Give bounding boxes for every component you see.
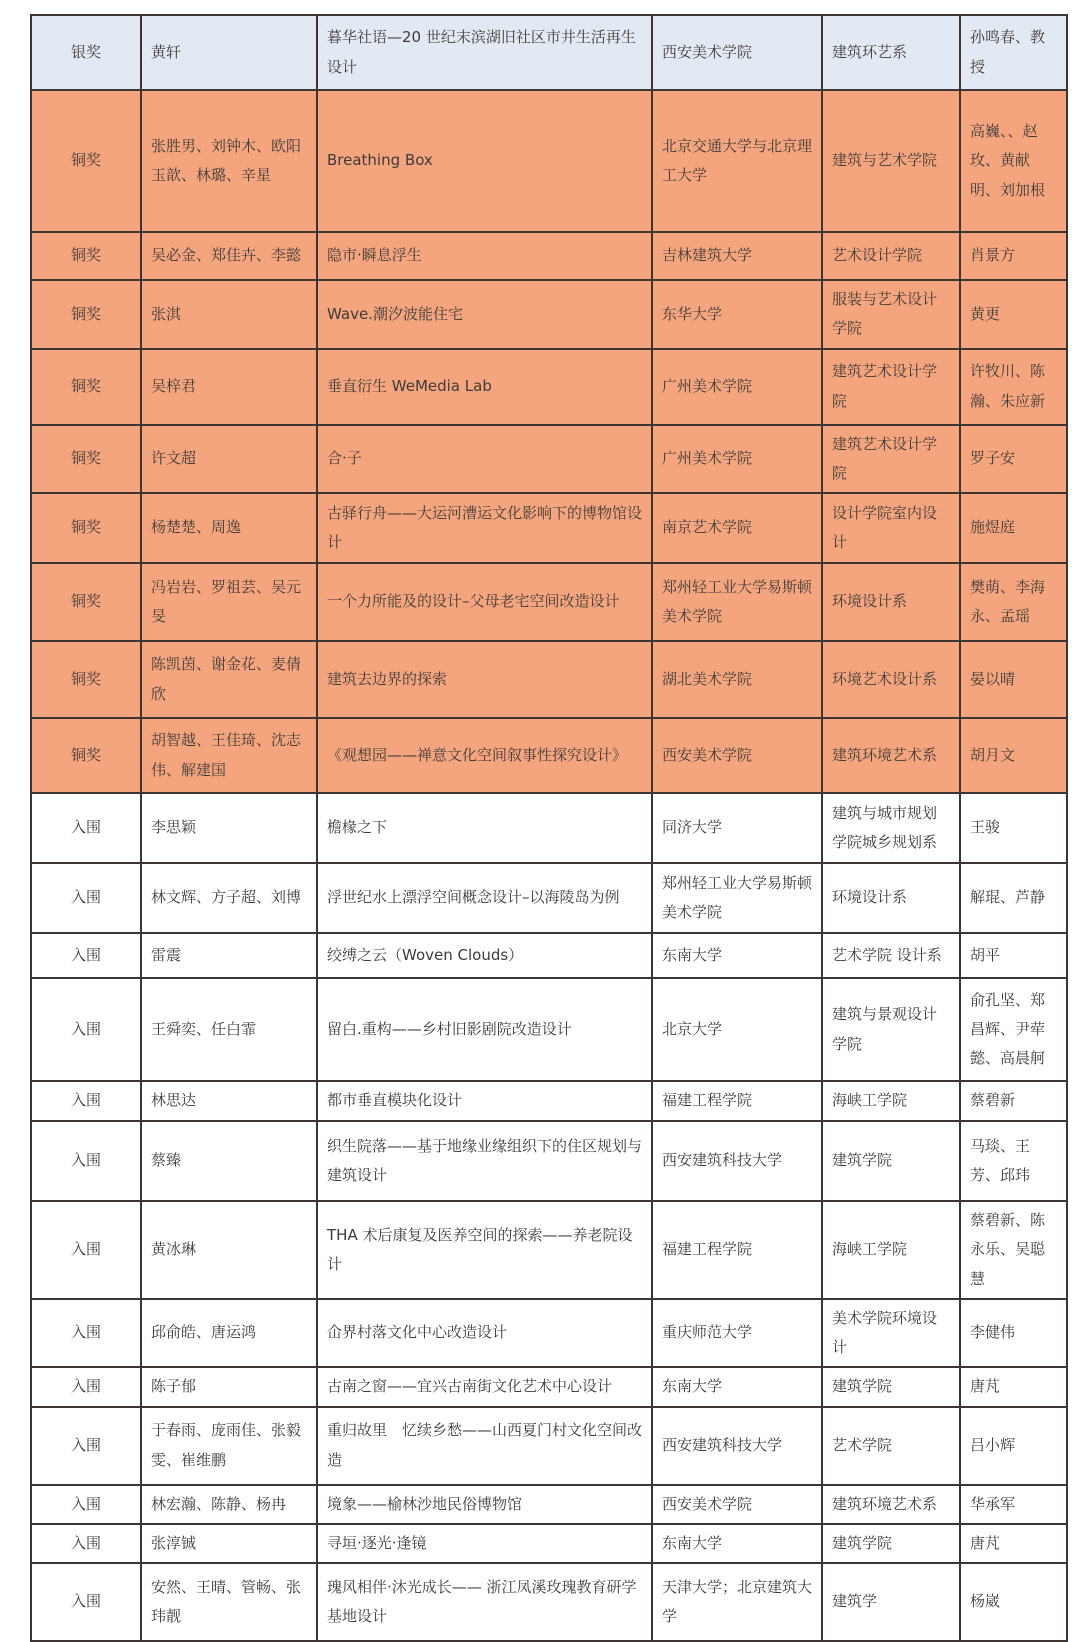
cell-award: 入围 [31,978,141,1081]
cell-names: 于春雨、庞雨佳、张毅雯、崔维鹏 [141,1407,317,1485]
cell-department: 建筑环境艺术系 [822,1485,960,1524]
cell-project: Wave.潮汐波能住宅 [317,280,652,349]
cell-university: 西安美术学院 [652,1485,822,1524]
cell-university: 同济大学 [652,793,822,863]
cell-names: 黄轩 [141,15,317,90]
cell-names: 吴必金、郑佳卉、李懿 [141,232,317,280]
cell-names: 许文超 [141,425,317,494]
cell-award: 铜奖 [31,563,141,641]
cell-award: 铜奖 [31,641,141,718]
cell-names: 冯岩岩、罗祖芸、吴元旻 [141,563,317,641]
table-row [31,1485,1067,1524]
cell-project: 垂直衍生 WeMedia Lab [317,349,652,425]
cell-project: 仚界村落文化中心改造设计 [317,1299,652,1368]
cell-university: 广州美术学院 [652,425,822,494]
cell-project: 织生院落——基于地缘业缘组织下的住区规划与建筑设计 [317,1121,652,1201]
cell-project: 浮世纪水上漂浮空间概念设计–以海陵岛为例 [317,863,652,933]
awards-table [30,14,1068,1642]
cell-award: 铜奖 [31,349,141,425]
cell-project: 瑰风相伴·沐光成长—— 浙江凤溪玫瑰教育研学基地设计 [317,1563,652,1641]
table-row [31,1563,1067,1641]
cell-project: Breathing Box [317,90,652,232]
cell-project: 境象——榆林沙地民俗博物馆 [317,1485,652,1524]
cell-university: 郑州轻工业大学易斯顿美术学院 [652,563,822,641]
table-row [31,563,1067,641]
cell-department: 艺术设计学院 [822,232,960,280]
cell-award: 入围 [31,793,141,863]
table-row [31,1407,1067,1485]
cell-project: 建筑去边界的探索 [317,641,652,718]
cell-department: 艺术学院 [822,1407,960,1485]
cell-names: 林思达 [141,1081,317,1121]
cell-advisors: 蔡碧新、陈永乐、吴聪慧 [960,1201,1067,1299]
cell-advisors: 樊萌、李海永、孟瑶 [960,563,1067,641]
cell-university: 北京大学 [652,978,822,1081]
cell-names: 陈子郁 [141,1367,317,1406]
awards-list-page [0,14,1080,1625]
cell-project: 古驿行舟——大运河漕运文化影响下的博物馆设计 [317,493,652,563]
cell-university: 福建工程学院 [652,1081,822,1121]
cell-department: 环境设计系 [822,563,960,641]
cell-university: 湖北美术学院 [652,641,822,718]
cell-names: 陈凯茵、谢金花、麦倩欣 [141,641,317,718]
cell-university: 西安建筑科技大学 [652,1121,822,1201]
cell-project: 暮华社语—20 世纪末滨湖旧社区市井生活再生设计 [317,15,652,90]
cell-advisors: 蔡碧新 [960,1081,1067,1121]
cell-award: 入围 [31,1407,141,1485]
cell-advisors: 许牧川、陈瀚、朱应新 [960,349,1067,425]
table-row [31,425,1067,494]
table-row [31,1299,1067,1368]
cell-award: 入围 [31,1524,141,1563]
cell-names: 林宏瀚、陈静、杨冉 [141,1485,317,1524]
cell-names: 黄冰琳 [141,1201,317,1299]
cell-award: 入围 [31,1563,141,1641]
cell-advisors: 王骏 [960,793,1067,863]
cell-university: 北京交通大学与北京理工大学 [652,90,822,232]
table-row [31,15,1067,90]
cell-award: 入围 [31,1367,141,1406]
table-row [31,718,1067,793]
table-row [31,978,1067,1081]
table-row [31,1201,1067,1299]
cell-award: 入围 [31,863,141,933]
cell-project: THA 术后康复及医养空间的探索——养老院设计 [317,1201,652,1299]
cell-names: 蔡臻 [141,1121,317,1201]
cell-names: 李思颖 [141,793,317,863]
cell-department: 设计学院室内设计 [822,493,960,563]
cell-award: 铜奖 [31,718,141,793]
table-row [31,933,1067,978]
cell-department: 建筑环艺系 [822,15,960,90]
cell-department: 建筑学院 [822,1121,960,1201]
cell-department: 美术学院环境设计 [822,1299,960,1368]
cell-advisors: 胡月文 [960,718,1067,793]
awards-table-body [31,15,1067,1641]
cell-award: 银奖 [31,15,141,90]
table-row [31,641,1067,718]
cell-award: 入围 [31,1081,141,1121]
table-row [31,1524,1067,1563]
cell-university: 西安美术学院 [652,15,822,90]
cell-names: 张淇 [141,280,317,349]
cell-university: 天津大学；北京建筑大学 [652,1563,822,1641]
table-row [31,863,1067,933]
cell-names: 雷震 [141,933,317,978]
cell-project: 绞缚之云（Woven Clouds） [317,933,652,978]
cell-advisors: 黄更 [960,280,1067,349]
cell-university: 西安建筑科技大学 [652,1407,822,1485]
cell-department: 建筑学 [822,1563,960,1641]
table-row [31,349,1067,425]
table-row [31,1121,1067,1201]
cell-university: 东华大学 [652,280,822,349]
cell-names: 杨楚楚、周逸 [141,493,317,563]
cell-department: 建筑艺术设计学院 [822,425,960,494]
cell-advisors: 晏以晴 [960,641,1067,718]
cell-award: 铜奖 [31,425,141,494]
cell-department: 建筑与城市规划学院城乡规划系 [822,793,960,863]
cell-project: 一个力所能及的设计–父母老宅空间改造设计 [317,563,652,641]
table-row [31,90,1067,232]
cell-department: 海峡工学院 [822,1081,960,1121]
cell-advisors: 孙鸣春、教授 [960,15,1067,90]
cell-advisors: 高巍、、赵玫、黄献明、刘加根 [960,90,1067,232]
cell-project: 《观想园——禅意文化空间叙事性探究设计》 [317,718,652,793]
cell-award: 入围 [31,933,141,978]
cell-project: 寻垣·逐光·逢镜 [317,1524,652,1563]
cell-university: 东南大学 [652,933,822,978]
cell-advisors: 解琨、芦静 [960,863,1067,933]
cell-department: 建筑艺术设计学院 [822,349,960,425]
cell-advisors: 俞孔坚、郑昌辉、尹荦懿、高晨舸 [960,978,1067,1081]
cell-advisors: 吕小辉 [960,1407,1067,1485]
cell-project: 合·子 [317,425,652,494]
cell-university: 东南大学 [652,1367,822,1406]
cell-names: 安然、王晴、管畅、张玮靓 [141,1563,317,1641]
cell-project: 都市垂直模块化设计 [317,1081,652,1121]
cell-department: 环境设计系 [822,863,960,933]
cell-university: 西安美术学院 [652,718,822,793]
cell-project: 留白.重构——乡村旧影剧院改造设计 [317,978,652,1081]
table-row [31,1367,1067,1406]
cell-university: 福建工程学院 [652,1201,822,1299]
cell-advisors: 肖景方 [960,232,1067,280]
cell-award: 入围 [31,1121,141,1201]
cell-university: 郑州轻工业大学易斯顿美术学院 [652,863,822,933]
cell-advisors: 李健伟 [960,1299,1067,1368]
cell-names: 邱俞皓、唐运鸿 [141,1299,317,1368]
cell-award: 入围 [31,1201,141,1299]
cell-award: 铜奖 [31,232,141,280]
cell-names: 吴梓君 [141,349,317,425]
cell-names: 胡智越、王佳琦、沈志伟、解建国 [141,718,317,793]
cell-advisors: 华承军 [960,1485,1067,1524]
cell-department: 建筑与景观设计学院 [822,978,960,1081]
cell-names: 张淳铖 [141,1524,317,1563]
cell-project: 重归故里 忆续乡愁——山西夏门村文化空间改造 [317,1407,652,1485]
cell-department: 建筑学院 [822,1524,960,1563]
table-row [31,232,1067,280]
cell-advisors: 施煜庭 [960,493,1067,563]
cell-department: 海峡工学院 [822,1201,960,1299]
cell-project: 隐市·瞬息浮生 [317,232,652,280]
cell-names: 王舜奕、任白霏 [141,978,317,1081]
cell-advisors: 唐芃 [960,1524,1067,1563]
cell-award: 入围 [31,1485,141,1524]
table-row [31,793,1067,863]
cell-department: 建筑学院 [822,1367,960,1406]
cell-names: 林文辉、方子超、刘博 [141,863,317,933]
cell-university: 广州美术学院 [652,349,822,425]
cell-department: 环境艺术设计系 [822,641,960,718]
cell-project: 檐椽之下 [317,793,652,863]
cell-department: 艺术学院 设计系 [822,933,960,978]
cell-department: 建筑环境艺术系 [822,718,960,793]
cell-university: 吉林建筑大学 [652,232,822,280]
cell-advisors: 唐芃 [960,1367,1067,1406]
cell-advisors: 胡平 [960,933,1067,978]
table-row [31,280,1067,349]
cell-award: 铜奖 [31,280,141,349]
cell-advisors: 马琰、王芳、邱玮 [960,1121,1067,1201]
cell-department: 服装与艺术设计学院 [822,280,960,349]
cell-award: 铜奖 [31,493,141,563]
cell-department: 建筑与艺术学院 [822,90,960,232]
cell-advisors: 罗子安 [960,425,1067,494]
cell-advisors: 杨崴 [960,1563,1067,1641]
table-row [31,493,1067,563]
table-row [31,1081,1067,1121]
cell-names: 张胜男、刘钟木、欧阳玉歆、林璐、辛星 [141,90,317,232]
cell-award: 入围 [31,1299,141,1368]
cell-project: 古南之窗——宜兴古南街文化艺术中心设计 [317,1367,652,1406]
cell-award: 铜奖 [31,90,141,232]
cell-university: 重庆师范大学 [652,1299,822,1368]
cell-university: 东南大学 [652,1524,822,1563]
cell-university: 南京艺术学院 [652,493,822,563]
